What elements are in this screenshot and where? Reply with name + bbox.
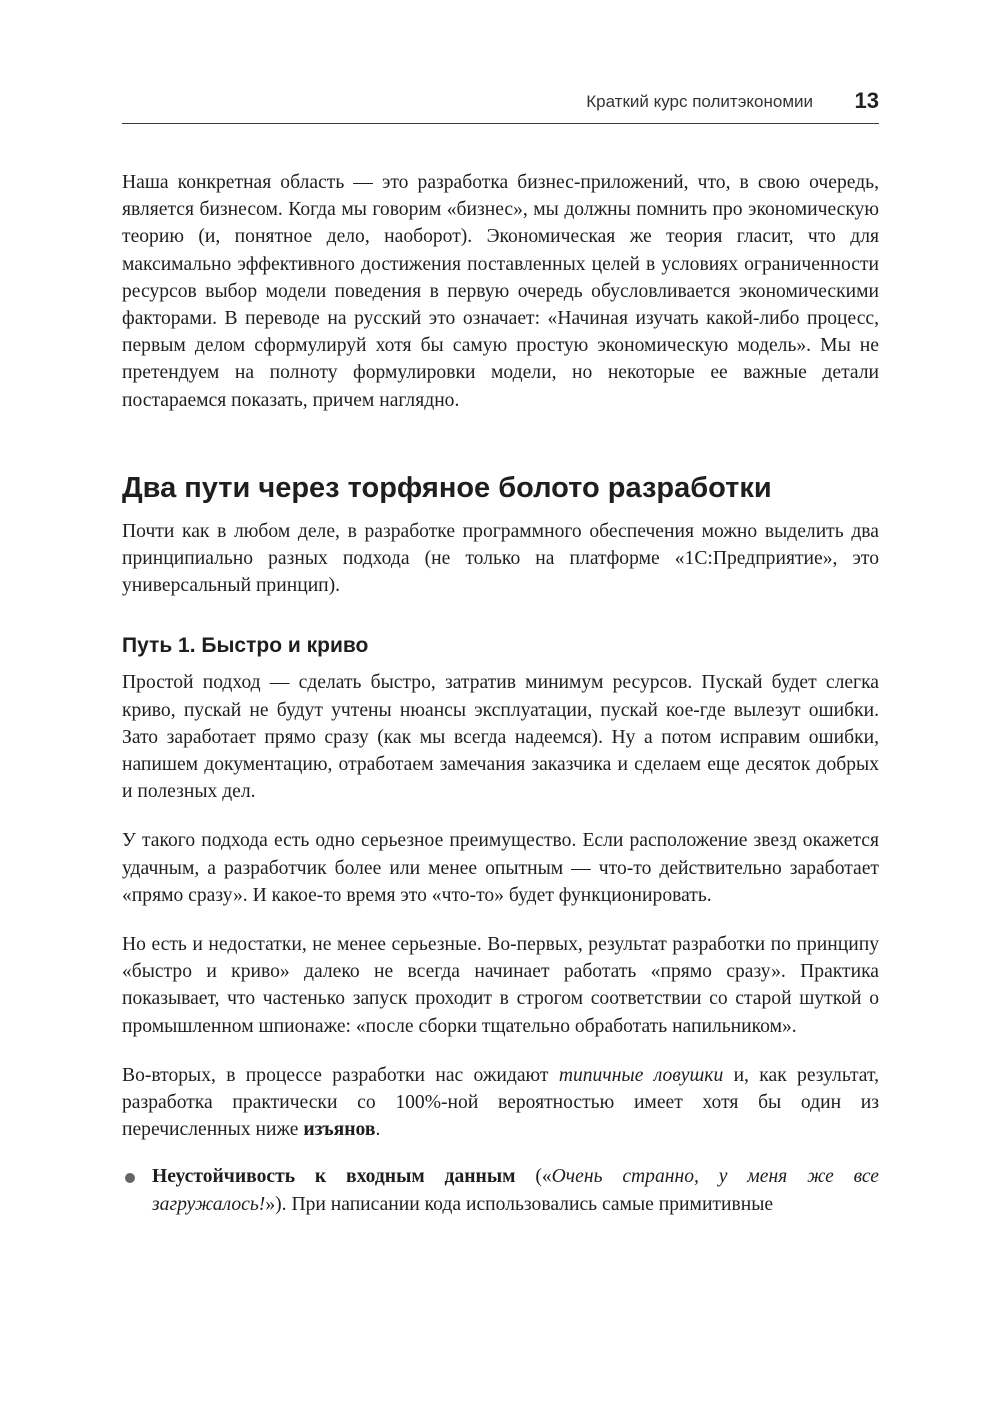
intro-paragraph: Наша конкретная область — это разработка бизнес-приложений, что, в свою очередь, является бизнесом. Когда мы говорим «бизнес», мы должны помнить про экономическую теорию (и, понятное дело, наоборот). Экономическая же теория гласит, что для максимально эффективного достижения поставленных целей в условиях ограниченности ресурсов выбор модели поведения в первую очередь обусловливается экономическими факторами. В переводе на русский это означает: «Начиная изучать какой-либо процесс, первым делом сформулируй хотя бы самую простую экономическую модель». Мы не претендуем на полноту формулировки модели, но некоторые ее важные детали постараемся показать, причем наглядно. <box>122 172 879 411</box>
section-heading: Два пути через торфяное болото разработки <box>122 471 772 504</box>
bullet-italic: Очень странно, у меня же все загружалось! <box>152 1166 879 1215</box>
bullet-open-quote: (« <box>515 1166 552 1188</box>
subsection-heading: Путь 1. Быстро и криво <box>122 634 369 658</box>
bullet-list-item <box>122 1163 879 1217</box>
paragraph-simple-approach: Простой подход — сделать быстро, затратив минимум ресурсов. Пускай будет слегка криво, пускай не будут учтены нюансы эксплуатации, пускай кое-где вылезут ошибки. Зато заработает прямо сразу (как мы всегда надеемся). Ну а потом исправим ошибки, напишем документацию, отработаем замечания заказчика и сделаем еще десяток добрых и полезных дел. <box>122 672 879 803</box>
bullet-bold: Неустойчивость к входным данным <box>152 1166 516 1188</box>
bullet-text <box>152 1163 879 1217</box>
paragraph-advantage: У такого подхода есть одно серьезное преимущество. Если расположение звезд окажется удачным, а разработчик более или менее опытным — что-то действительно заработает «прямо сразу». И какое-то время это «что-то» будет функционировать. <box>122 830 879 906</box>
running-title: Краткий курс политэкономии <box>586 92 813 111</box>
traps-bold: изъянов <box>303 1119 376 1141</box>
paragraph-traps <box>122 1062 879 1144</box>
bullet-rest: »). При написании кода использовались самые примитивные <box>265 1193 774 1215</box>
bullet-dot-icon <box>125 1173 135 1183</box>
paragraph-drawbacks: Но есть и недостатки, не менее серьезные. Во-первых, результат разработки по принципу «быстро и криво» далеко не всегда начинает работать «прямо сразу». Практика показывает, что частенько запуск проходит в строгом соответствии со старой шуткой о промышленном шпионаже: «после сборки тщательно обработать напильником». <box>122 934 879 1037</box>
section-paragraph: Почти как в любом деле, в разработке программного обеспечения можно выделить два принципиально разных подхода (не только на платформе «1С:Предприятие», это универсальный принцип). <box>122 520 879 597</box>
page-number: 13 <box>854 88 879 113</box>
traps-text-start: Во-вторых, в процессе разработки нас ожидают <box>122 1064 559 1086</box>
traps-italic: типичные ловушки <box>558 1064 724 1086</box>
page-content <box>122 169 879 1218</box>
running-head <box>122 88 879 124</box>
traps-text-middle: и, как результат, разработка практически со 100%-ной вероятностью имеет хотя бы один из перечисленных ниже <box>122 1064 879 1141</box>
traps-text-end: . <box>375 1119 381 1141</box>
